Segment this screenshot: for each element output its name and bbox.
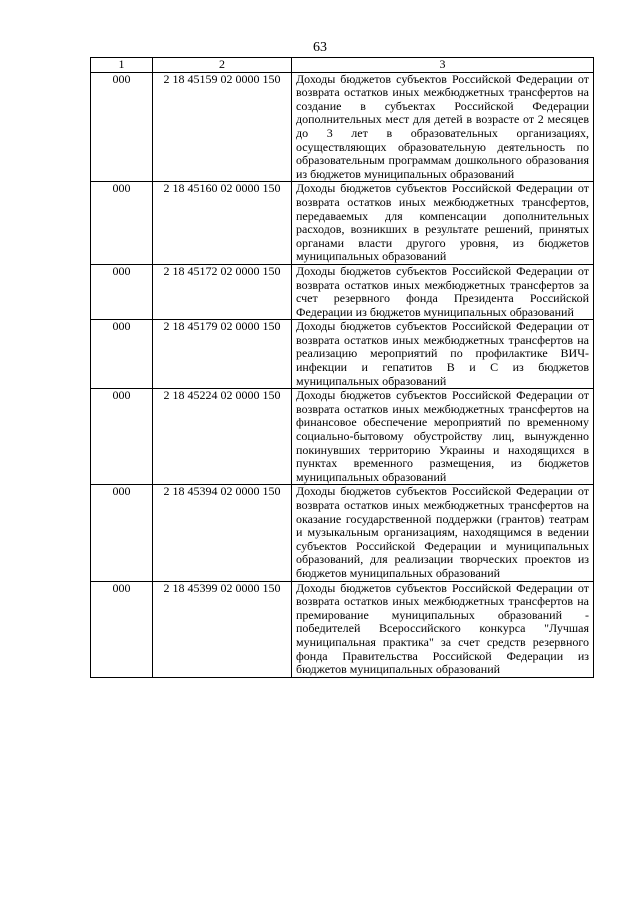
- kbk-code-cell: 2 18 45399 02 0000 150: [153, 581, 292, 677]
- admin-code-cell: 000: [91, 72, 153, 182]
- kbk-code-cell: 2 18 45160 02 0000 150: [153, 182, 292, 265]
- table-body: [91, 72, 594, 677]
- table-row: [91, 72, 594, 182]
- admin-code-cell: 000: [91, 485, 153, 581]
- admin-code-cell: 000: [91, 320, 153, 389]
- kbk-code-cell: 2 18 45179 02 0000 150: [153, 320, 292, 389]
- table-row: [91, 320, 594, 389]
- description-cell: Доходы бюджетов субъектов Российской Федерации от возврата остатков иных межбюджетных трансфертов на премирование муниципальных образований - победителей Всероссийского конкурса "Лучшая муниципальная практика" за счет средств резервного фонда Правительства Российской Федерации из бюджетов муниципальных образований: [292, 581, 594, 677]
- column-header-3: 3: [292, 58, 594, 73]
- description-cell: Доходы бюджетов субъектов Российской Федерации от возврата остатков иных межбюджетных трансфертов за счет резервного фонда Президента Российской Федерации из бюджетов муниципальных образований: [292, 264, 594, 319]
- admin-code-cell: 000: [91, 182, 153, 265]
- table-row: [91, 389, 594, 485]
- kbk-code-cell: 2 18 45224 02 0000 150: [153, 389, 292, 485]
- column-header-1: 1: [91, 58, 153, 73]
- description-cell: Доходы бюджетов субъектов Российской Федерации от возврата остатков иных межбюджетных трансфертов на создание в субъектах Российской Федерации дополнительных мест для детей в возрасте от 2 месяцев до 3 лет в образовательных организациях, осуществляющих образовательную деятельность по образовательным программам дошкольного образования из бюджетов муниципальных образований: [292, 72, 594, 182]
- kbk-code-cell: 2 18 45394 02 0000 150: [153, 485, 292, 581]
- column-header-2: 2: [153, 58, 292, 73]
- table-row: [91, 182, 594, 265]
- description-cell: Доходы бюджетов субъектов Российской Федерации от возврата остатков иных межбюджетных трансфертов на финансовое обеспечение мероприятий по временному социально-бытовому обустройству лиц, вынужденно покинувших территорию Украины и находящихся в пунктах временного размещения, из бюджетов муниципальных образований: [292, 389, 594, 485]
- table-header: [91, 58, 594, 73]
- header-row: [91, 58, 594, 73]
- admin-code-cell: 000: [91, 389, 153, 485]
- kbk-code-cell: 2 18 45159 02 0000 150: [153, 72, 292, 182]
- admin-code-cell: 000: [91, 581, 153, 677]
- table-row: [91, 264, 594, 319]
- table-row: [91, 581, 594, 677]
- description-cell: Доходы бюджетов субъектов Российской Федерации от возврата остатков иных межбюджетных трансфертов на оказание государственной поддержки (грантов) театрам и музыкальным организациям, находящимся в ведении субъектов Российской Федерации и муниципальных образований, для реализации творческих проектов из бюджетов муниципальных образований: [292, 485, 594, 581]
- revenue-codes-table: [90, 57, 594, 678]
- page-number: 63: [313, 40, 327, 55]
- admin-code-cell: 000: [91, 264, 153, 319]
- kbk-code-cell: 2 18 45172 02 0000 150: [153, 264, 292, 319]
- table-row: [91, 485, 594, 581]
- description-cell: Доходы бюджетов субъектов Российской Федерации от возврата остатков иных межбюджетных трансфертов, передаваемых для компенсации дополнительных расходов, возникших в результате решений, принятых органами власти другого уровня, из бюджетов муниципальных образований: [292, 182, 594, 265]
- description-cell: Доходы бюджетов субъектов Российской Федерации от возврата остатков иных межбюджетных трансфертов на реализацию мероприятий по профилактике ВИЧ-инфекции и гепатитов B и C из бюджетов муниципальных образований: [292, 320, 594, 389]
